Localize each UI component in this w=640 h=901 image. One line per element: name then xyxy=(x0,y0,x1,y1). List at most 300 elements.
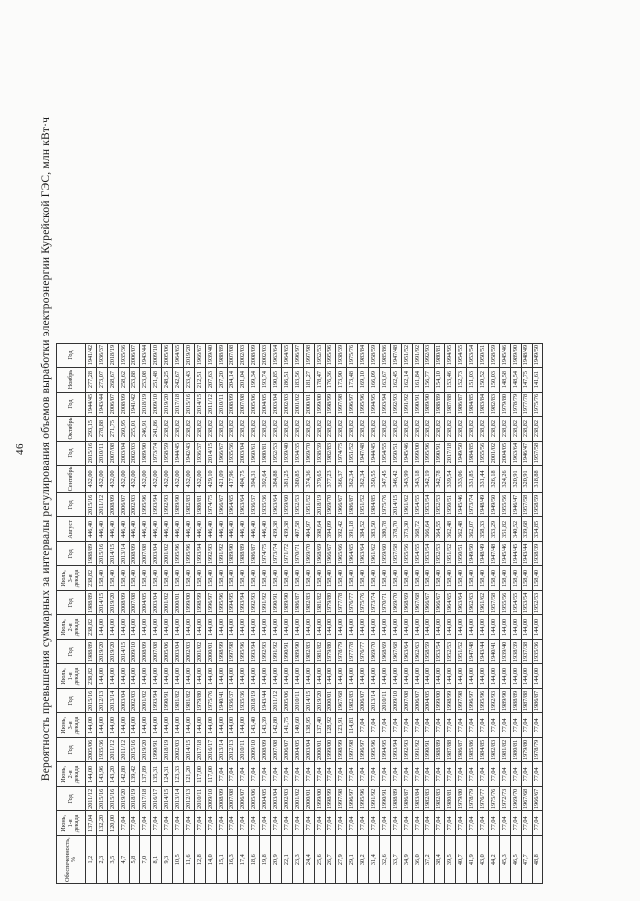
value-cell: 77,04 xyxy=(227,762,238,787)
value-cell: 439,38 xyxy=(271,517,282,542)
year-cell: 1986/87 xyxy=(347,493,358,517)
value-cell: 158,40 xyxy=(401,566,412,591)
year-cell: 1995/96 xyxy=(369,738,380,762)
year-cell: 1966/67 xyxy=(423,591,434,615)
value-cell: 238,82 xyxy=(510,416,521,441)
year-cell: 1988/89 xyxy=(434,738,445,762)
year-cell: 1988/89 xyxy=(390,787,401,811)
value-cell: 144,00 xyxy=(282,664,293,689)
value-cell: 77,04 xyxy=(423,762,434,787)
value-cell: 158,40 xyxy=(140,566,151,591)
value-cell: 144,00 xyxy=(325,615,336,640)
year-cell: 1974/75 xyxy=(336,441,347,465)
year-cell: 2011/12 xyxy=(271,689,282,713)
value-cell: 77,04 xyxy=(423,713,434,738)
value-cell: 248,25 xyxy=(162,367,173,392)
probability-cell: 25,6 xyxy=(314,836,325,884)
value-cell: 331,44 xyxy=(478,465,489,493)
value-cell: 158,40 xyxy=(162,566,173,591)
value-cell: 238,82 xyxy=(86,664,97,689)
year-cell: 1964/65 xyxy=(282,343,293,367)
column-header: Год xyxy=(57,640,86,664)
value-cell: 238,82 xyxy=(521,416,532,441)
year-cell: 1990/91 xyxy=(412,392,423,416)
value-cell: 144,00 xyxy=(390,664,401,689)
value-cell: 144,00 xyxy=(118,615,129,640)
year-cell: 1938/39 xyxy=(532,542,543,566)
year-cell: 1994/95 xyxy=(369,392,380,416)
year-cell: 1946/47 xyxy=(510,493,521,517)
value-cell: 144,00 xyxy=(521,615,532,640)
table-row xyxy=(129,343,140,883)
value-cell: 144,00 xyxy=(118,664,129,689)
value-cell: 204,14 xyxy=(227,367,238,392)
value-cell: 351,82 xyxy=(499,517,510,542)
value-cell: 158,40 xyxy=(456,566,467,591)
value-cell: 144,00 xyxy=(488,615,499,640)
value-cell: 144,00 xyxy=(216,615,227,640)
year-cell: 1959/60 xyxy=(380,542,391,566)
year-cell: 1981/82 xyxy=(314,640,325,664)
year-cell: 1964/65 xyxy=(227,493,238,517)
year-cell: 1979/80 xyxy=(499,392,510,416)
probability-cell: 17,4 xyxy=(238,836,249,884)
year-cell: 1989/90 xyxy=(140,441,151,465)
year-cell: 1952/53 xyxy=(434,542,445,566)
value-cell: 144,00 xyxy=(369,615,380,640)
year-cell: 1953/54 xyxy=(423,493,434,517)
year-cell: 1951/52 xyxy=(456,640,467,664)
page-number: 46 xyxy=(14,443,26,455)
value-cell: 432,00 xyxy=(129,465,140,493)
table-row xyxy=(184,343,195,883)
value-cell: 137,04 xyxy=(86,811,97,836)
probability-cell: 38,4 xyxy=(434,836,445,884)
value-cell: 144,00 xyxy=(194,615,205,640)
value-cell: 123,33 xyxy=(173,762,184,787)
column-header: Июнь, 3-я декада xyxy=(57,713,86,738)
value-cell: 142,80 xyxy=(118,762,129,787)
value-cell: 268,67 xyxy=(107,367,118,392)
year-cell: 1961/62 xyxy=(401,493,412,517)
value-cell: 364,55 xyxy=(434,517,445,542)
year-cell: 1992/93 xyxy=(249,591,260,615)
year-cell: 1987/88 xyxy=(445,392,456,416)
year-cell: 2018/19 xyxy=(129,787,140,811)
value-cell: 77,04 xyxy=(380,713,391,738)
year-cell: 2005/06 xyxy=(162,343,173,367)
value-cell: 143,20 xyxy=(107,762,118,787)
year-cell: 1983/84 xyxy=(358,343,369,367)
year-cell: 1952/53 xyxy=(292,493,303,517)
year-cell: 1935/36 xyxy=(238,689,249,713)
value-cell: 144,00 xyxy=(173,713,184,738)
value-cell: 339,68 xyxy=(521,517,532,542)
year-cell: 2016/17 xyxy=(205,738,216,762)
probability-cell: 4,7 xyxy=(118,836,129,884)
year-cell: 1993/94 xyxy=(194,542,205,566)
value-cell: 144,00 xyxy=(140,713,151,738)
year-cell: 1973/74 xyxy=(467,493,478,517)
year-cell: 2014/15 xyxy=(205,441,216,465)
table-row xyxy=(336,343,347,883)
value-cell: 77,04 xyxy=(314,811,325,836)
year-cell: 1966/67 xyxy=(194,343,205,367)
value-cell: 144,00 xyxy=(184,615,195,640)
year-cell: 1994/95 xyxy=(380,738,391,762)
value-cell: 77,04 xyxy=(445,762,456,787)
year-cell: 1980/81 xyxy=(260,441,271,465)
year-cell: 1961/62 xyxy=(369,542,380,566)
value-cell: 158,40 xyxy=(434,566,445,591)
value-cell: 144,00 xyxy=(380,664,391,689)
year-cell: 1969/70 xyxy=(303,542,314,566)
year-cell: 1957/58 xyxy=(521,493,532,517)
year-cell: 1973/74 xyxy=(151,441,162,465)
value-cell: 158,40 xyxy=(184,566,195,591)
value-cell: 193,74 xyxy=(260,367,271,392)
year-cell: 1982/83 xyxy=(347,689,358,713)
value-cell: 144,00 xyxy=(140,664,151,689)
value-cell: 144,00 xyxy=(227,713,238,738)
value-cell: 77,04 xyxy=(445,811,456,836)
value-cell: 144,00 xyxy=(162,664,173,689)
year-cell: 1954/55 xyxy=(510,591,521,615)
value-cell: 238,82 xyxy=(260,416,271,441)
value-cell: 151,03 xyxy=(467,367,478,392)
year-cell: 1954/55 xyxy=(380,441,391,465)
year-cell: 1996/97 xyxy=(467,689,478,713)
year-cell: 1943/44 xyxy=(96,392,107,416)
probability-cell: 45,3 xyxy=(499,836,510,884)
year-cell: 1950/51 xyxy=(445,493,456,517)
year-cell: 1961/62 xyxy=(478,591,489,615)
column-header: Сентябрь xyxy=(57,465,86,493)
year-cell: 1982/83 xyxy=(303,591,314,615)
probability-cell: 22,1 xyxy=(282,836,293,884)
year-cell: 1988/89 xyxy=(86,542,97,566)
value-cell: 77,04 xyxy=(434,713,445,738)
value-cell: 238,82 xyxy=(358,416,369,441)
value-cell: 144,00 xyxy=(478,664,489,689)
probability-cell: 3,5 xyxy=(107,836,118,884)
value-cell: 77,04 xyxy=(488,811,499,836)
value-cell: 77,04 xyxy=(271,811,282,836)
year-cell: 2003/04 xyxy=(303,738,314,762)
year-cell: 1963/64 xyxy=(271,493,282,517)
value-cell: 366,64 xyxy=(423,517,434,542)
year-cell: 1978/79 xyxy=(336,640,347,664)
value-cell: 77,04 xyxy=(282,762,293,787)
value-cell: 77,04 xyxy=(314,762,325,787)
value-cell: 77,04 xyxy=(238,762,249,787)
year-cell: 2014/15 xyxy=(107,542,118,566)
table-row xyxy=(96,343,107,883)
value-cell: 144,00 xyxy=(336,664,347,689)
year-cell: 1994/95 xyxy=(445,343,456,367)
year-cell: 2015/16 xyxy=(107,787,118,811)
year-cell: 1990/91 xyxy=(271,591,282,615)
value-cell: 432,00 xyxy=(107,465,118,493)
value-cell: 144,00 xyxy=(499,615,510,640)
table-row xyxy=(369,343,380,883)
value-cell: 241,86 xyxy=(151,416,162,441)
value-cell: 144,00 xyxy=(86,713,97,738)
value-cell: 238,82 xyxy=(456,416,467,441)
probability-cell: 14,0 xyxy=(205,836,216,884)
value-cell: 144,00 xyxy=(303,615,314,640)
year-cell: 1966/67 xyxy=(336,493,347,517)
column-header: Октябрь xyxy=(57,416,86,441)
value-cell: 374,36 xyxy=(303,465,314,493)
value-cell: 77,04 xyxy=(369,762,380,787)
year-cell: 1982/83 xyxy=(488,738,499,762)
year-cell: 1935/36 xyxy=(260,493,271,517)
table-row xyxy=(151,343,162,883)
value-cell: 158,40 xyxy=(271,566,282,591)
value-cell: 77,04 xyxy=(467,762,478,787)
value-cell: 383,50 xyxy=(369,517,380,542)
year-cell: 1989/90 xyxy=(510,343,521,367)
year-cell: 2014/15 xyxy=(303,689,314,713)
year-cell: 1953/54 xyxy=(467,343,478,367)
value-cell: 77,04 xyxy=(456,762,467,787)
year-cell: 1995/96 xyxy=(325,343,336,367)
year-cell: 2002/03 xyxy=(129,441,140,465)
value-cell: 398,64 xyxy=(314,517,325,542)
year-cell: 2009/10 xyxy=(205,787,216,811)
column-header: Год xyxy=(57,392,86,416)
value-cell: 407,58 xyxy=(292,517,303,542)
value-cell: 404,75 xyxy=(238,465,249,493)
year-cell: 1974/75 xyxy=(260,542,271,566)
year-cell: 2001/02 xyxy=(292,392,303,416)
value-cell: 173,48 xyxy=(347,367,358,392)
year-cell: 1986/87 xyxy=(249,542,260,566)
year-cell: 1943/44 xyxy=(260,689,271,713)
value-cell: 135,31 xyxy=(151,762,162,787)
value-cell: 158,40 xyxy=(194,566,205,591)
year-cell: 2008/09 xyxy=(216,787,227,811)
value-cell: 158,40 xyxy=(478,566,489,591)
year-cell: 1976/77 xyxy=(347,591,358,615)
year-cell: 1936/37 xyxy=(96,343,107,367)
value-cell: 144,00 xyxy=(488,664,499,689)
table-row xyxy=(401,343,412,883)
value-cell: 77,04 xyxy=(184,811,195,836)
value-cell: 394,09 xyxy=(325,517,336,542)
year-cell: 1937/38 xyxy=(521,640,532,664)
table-row xyxy=(380,343,391,883)
value-cell: 150,03 xyxy=(488,367,499,392)
year-cell: 1957/58 xyxy=(532,441,543,465)
year-cell: 1964/65 xyxy=(347,542,358,566)
year-cell: 1979/80 xyxy=(194,689,205,713)
table-row xyxy=(303,343,314,883)
value-cell: 144,00 xyxy=(292,615,303,640)
year-cell: 2001/02 xyxy=(194,640,205,664)
year-cell: 2012/13 xyxy=(96,689,107,713)
column-header: Июнь, 2-я декада xyxy=(57,762,86,787)
year-cell: 1952/53 xyxy=(271,441,282,465)
value-cell: 178,47 xyxy=(314,367,325,392)
year-cell: 1995/96 xyxy=(184,542,195,566)
value-cell: 144,00 xyxy=(129,664,140,689)
year-cell: 1941/42 xyxy=(86,343,97,367)
probability-cell: 15,1 xyxy=(216,836,227,884)
year-cell: 1993/94 xyxy=(151,689,162,713)
value-cell: 144,00 xyxy=(456,664,467,689)
probability-cell: 26,7 xyxy=(325,836,336,884)
value-cell: 77,04 xyxy=(499,713,510,738)
year-cell: 1936/37 xyxy=(249,493,260,517)
value-cell: 432,00 xyxy=(86,465,97,493)
year-cell: 1993/94 xyxy=(390,738,401,762)
year-cell: 1966/67 xyxy=(532,787,543,811)
value-cell: 144,00 xyxy=(107,713,118,738)
year-cell: 2004/05 xyxy=(140,591,151,615)
column-header: Год xyxy=(57,441,86,465)
value-cell: 163,67 xyxy=(380,367,391,392)
probability-cell: 5,8 xyxy=(129,836,140,884)
year-cell: 1957/58 xyxy=(488,591,499,615)
year-cell: 1975/76 xyxy=(347,343,358,367)
probability-cell: 46,5 xyxy=(510,836,521,884)
year-cell: 2015/16 xyxy=(96,787,107,811)
table-row xyxy=(260,343,271,883)
value-cell: 293,15 xyxy=(86,416,97,441)
year-cell: 2008/09 xyxy=(260,738,271,762)
value-cell: 144,00 xyxy=(96,615,107,640)
year-cell: 1958/59 xyxy=(369,343,380,367)
value-cell: 381,25 xyxy=(282,465,293,493)
column-header: Июнь, 1-я декада xyxy=(57,811,86,836)
value-cell: 273,07 xyxy=(96,367,107,392)
year-cell: 1966/67 xyxy=(325,542,336,566)
year-cell: 1959/60 xyxy=(282,493,293,517)
year-cell: 1991/92 xyxy=(412,343,423,367)
value-cell: 144,00 xyxy=(184,664,195,689)
year-cell: 1953/54 xyxy=(521,591,532,615)
year-cell: 2014/15 xyxy=(184,738,195,762)
year-cell: 1993/94 xyxy=(380,392,391,416)
value-cell: 148,54 xyxy=(510,367,521,392)
year-cell: 1986/87 xyxy=(456,738,467,762)
year-cell: 1940/41 xyxy=(488,640,499,664)
value-cell: 144,00 xyxy=(380,615,391,640)
value-cell: 404,97 xyxy=(303,517,314,542)
probability-cell: 29,1 xyxy=(347,836,358,884)
value-cell: 158,40 xyxy=(325,566,336,591)
value-cell: 144,00 xyxy=(412,615,423,640)
value-cell: 318,88 xyxy=(532,465,543,493)
value-cell: 251,48 xyxy=(151,367,162,392)
year-cell: 2005/06 xyxy=(162,640,173,664)
year-cell: 1949/50 xyxy=(532,343,543,367)
value-cell: 77,04 xyxy=(369,713,380,738)
value-cell: 144,00 xyxy=(499,664,510,689)
value-cell: 432,00 xyxy=(140,465,151,493)
value-cell: 158,40 xyxy=(129,566,140,591)
probability-cell: 7,0 xyxy=(140,836,151,884)
value-cell: 158,40 xyxy=(249,566,260,591)
year-cell: 1989/90 xyxy=(227,542,238,566)
year-cell: 1992/93 xyxy=(162,493,173,517)
year-cell: 2017/18 xyxy=(194,738,205,762)
year-cell: 1936/37 xyxy=(227,689,238,713)
probability-cell: 39,5 xyxy=(445,836,456,884)
year-cell: 2013/14 xyxy=(369,689,380,713)
year-cell: 1999/00 xyxy=(184,591,195,615)
value-cell: 144,00 xyxy=(205,713,216,738)
table-row xyxy=(107,343,118,883)
year-cell: 2004/05 xyxy=(423,689,434,713)
value-cell: 158,40 xyxy=(390,566,401,591)
year-cell: 1950/51 xyxy=(456,542,467,566)
value-cell: 446,40 xyxy=(260,517,271,542)
probability-cell: 30,2 xyxy=(358,836,369,884)
value-cell: 144,00 xyxy=(347,615,358,640)
year-cell: 1973/74 xyxy=(369,591,380,615)
year-cell: 1963/64 xyxy=(271,343,282,367)
year-cell: 1983/84 xyxy=(478,392,489,416)
value-cell: 190,85 xyxy=(271,367,282,392)
year-cell: 1944/45 xyxy=(173,441,184,465)
year-cell: 1947/48 xyxy=(358,441,369,465)
year-cell: 1986/87 xyxy=(532,689,543,713)
year-cell: 2011/12 xyxy=(96,493,107,517)
value-cell: 238,82 xyxy=(271,416,282,441)
table-row xyxy=(521,343,532,883)
value-cell: 394,31 xyxy=(249,465,260,493)
value-cell: 446,40 xyxy=(194,517,205,542)
value-cell: 144,00 xyxy=(118,713,129,738)
year-cell: 2001/02 xyxy=(162,591,173,615)
year-cell: 1998/99 xyxy=(445,689,456,713)
value-cell: 144,00 xyxy=(445,664,456,689)
value-cell: 392,42 xyxy=(336,517,347,542)
year-cell: 2000/01 xyxy=(303,787,314,811)
column-header: Август xyxy=(57,517,86,542)
year-cell: 1976/77 xyxy=(478,787,489,811)
value-cell: 432,00 xyxy=(96,465,107,493)
value-cell: 446,40 xyxy=(140,517,151,542)
value-cell: 334,85 xyxy=(532,517,543,542)
year-cell: 1997/98 xyxy=(303,343,314,367)
value-cell: 148,58 xyxy=(499,367,510,392)
value-cell: 77,04 xyxy=(336,762,347,787)
value-cell: 121,20 xyxy=(184,762,195,787)
value-cell: 158,40 xyxy=(107,566,118,591)
year-cell: 1954/55 xyxy=(412,542,423,566)
year-cell: 2003/04 xyxy=(118,441,129,465)
value-cell: 144,00 xyxy=(467,615,478,640)
table-row xyxy=(488,343,499,883)
year-cell: 1981/82 xyxy=(499,738,510,762)
year-cell: 1979/80 xyxy=(521,738,532,762)
probability-cell: 37,2 xyxy=(423,836,434,884)
year-cell: 2013/14 xyxy=(216,738,227,762)
year-cell: 2010/11 xyxy=(194,787,205,811)
value-cell: 114,81 xyxy=(347,713,358,738)
value-cell: 77,04 xyxy=(216,811,227,836)
value-cell: 446,40 xyxy=(238,517,249,542)
value-cell: 144,00 xyxy=(227,615,238,640)
value-cell: 150,52 xyxy=(478,367,489,392)
value-cell: 358,33 xyxy=(478,517,489,542)
year-cell: 1963/64 xyxy=(456,591,467,615)
value-cell: 144,00 xyxy=(401,664,412,689)
